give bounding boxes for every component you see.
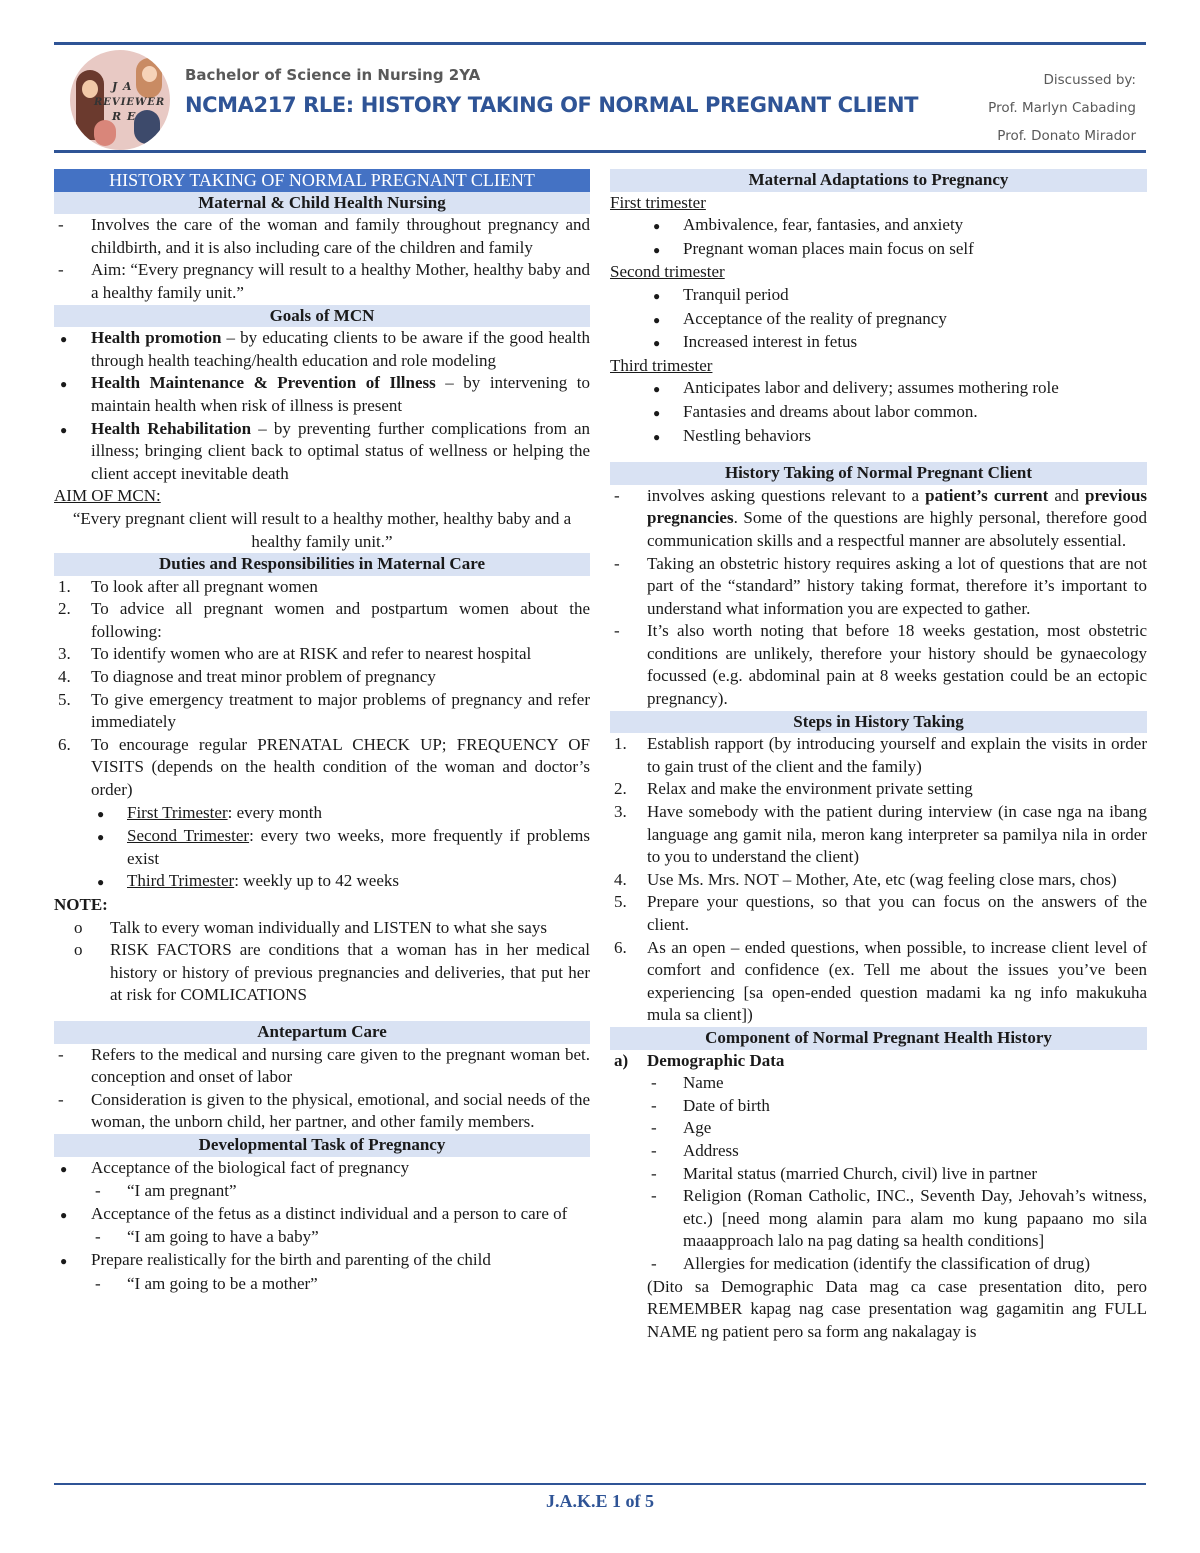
step-item: 1. Establish rapport (by introducing yourself and explain the visits in order to gain trust of the client and the family) xyxy=(614,734,1147,776)
list-item: - Involves the care of the woman and family throughout pregnancy and childbirth, and it is also including care of the children and family xyxy=(58,215,590,257)
duty-item: 3. To identify women who are at RISK and refer to nearest hospital xyxy=(58,644,532,664)
adaptation-item: ● Pregnant woman places main focus on self xyxy=(653,238,974,258)
visit-item: ● First Trimester: every month xyxy=(97,802,323,822)
page-title: NCMA217 RLE: HISTORY TAKING OF NORMAL PREGNANT CLIENT xyxy=(185,93,919,117)
aim-label: AIM OF MCN: xyxy=(54,486,161,506)
demographic-item: - Address xyxy=(651,1140,739,1160)
adaptation-item: ● Increased interest in fetus xyxy=(653,332,858,352)
footer-rule xyxy=(54,1483,1146,1485)
demographic-item: - Name xyxy=(651,1073,724,1093)
logo-text: REVIEWER xyxy=(94,97,166,108)
task-item: ● Prepare realistically for the birth and parenting of the child xyxy=(60,1249,491,1269)
professor-name: Prof. Marlyn Cabading xyxy=(988,100,1136,116)
list-item: - Aim: “Every pregnancy will result to a healthy Mother, healthy baby and a healthy family unit.” xyxy=(58,260,590,302)
step-item: 4. Use Ms. Mrs. NOT – Mother, Ate, etc (wag feeling close mars, chos) xyxy=(614,869,1117,889)
history-taking-heading: History Taking of Normal Pregnant Client xyxy=(610,462,1147,485)
reviewer-logo xyxy=(70,50,170,150)
developmental-task-heading: Developmental Task of Pregnancy xyxy=(54,1134,590,1157)
logo-text: J A xyxy=(112,80,133,93)
aim-text: “Every pregnant client will result to a healthy mother, healthy baby and a healthy family unit.” xyxy=(72,508,572,551)
antepartum-heading: Antepartum Care xyxy=(54,1021,590,1044)
discussed-by-block xyxy=(988,66,1136,150)
mchn-heading: Maternal & Child Health Nursing xyxy=(54,192,590,215)
duty-item: 5. To give emergency treatment to major problems of pregnancy and refer immediately xyxy=(58,689,590,732)
step-item: 2. Relax and make the environment private setting xyxy=(614,779,973,799)
goal-item: ● Health Rehabilitation – by preventing further complications from an illness; bringing client back to optimal status of wellness or helping the client accept inevitable death xyxy=(60,418,590,483)
task-item: ● Acceptance of the biological fact of pregnancy xyxy=(60,1157,410,1177)
duty-item: 6. To encourage regular PRENATAL CHECK UP; FREQUENCY OF VISITS (depends on the health condition of the woman and doctor’s order) xyxy=(58,734,590,800)
trimester-label: First trimester xyxy=(610,192,706,212)
visit-item: ● Second Trimester: every two weeks, more frequently if problems exist xyxy=(97,826,590,868)
adaptation-item: ● Ambivalence, fear, fantasies, and anxiety xyxy=(653,215,964,235)
demographic-note: (Dito sa Demographic Data mag ca case presentation dito, pero REMEMBER kapag nag case presentation wag gagamitin ang FULL NAME ng patient pero sa form ang nakalagay is xyxy=(647,1276,1147,1341)
demographic-item: - Marital status (married Church, civil) live in partner xyxy=(651,1163,1038,1183)
list-item: - It’s also worth noting that before 18 weeks gestation, most obstetric conditions are unlikely, therefore your history should be gynaecology focussed (e.g. abdominal pain at 8 weeks gestation could be an ectopic pregnancy). xyxy=(614,621,1147,709)
steps-heading: Steps in History Taking xyxy=(610,711,1147,734)
visit-item: ● Third Trimester: weekly up to 42 weeks xyxy=(97,871,399,891)
adaptation-item: ● Acceptance of the reality of pregnancy xyxy=(653,308,947,328)
demographic-item: - Date of birth xyxy=(651,1095,770,1115)
right-column xyxy=(610,169,1147,1343)
header-top-rule xyxy=(54,42,1146,45)
professor-name: Prof. Donato Mirador xyxy=(997,128,1136,144)
program-subtitle: Bachelor of Science in Nursing 2YA xyxy=(185,66,481,84)
trimester-label: Third trimester xyxy=(610,355,713,375)
step-item: 3. Have somebody with the patient during interview (in case nga na ibang language ang gamit nila, meron kang interpreter sa pamilya nila in order to you to understand the client) xyxy=(614,802,1147,867)
note-label: NOTE: xyxy=(54,895,108,914)
task-item: ● Acceptance of the fetus as a distinct individual and a person to care of xyxy=(60,1203,568,1223)
task-quote: - “I am going to have a baby” xyxy=(95,1227,319,1247)
demographic-item: - Religion (Roman Catholic, INC., Seventh Day, Jehovah’s witness, etc.) [need mong alamin para alam mo kung papaano mo sila maaapproach lalo na pag dating sa health conditions] xyxy=(651,1186,1147,1251)
adaptation-item: ● Fantasies and dreams about labor common. xyxy=(653,401,978,421)
duty-item: 4. To diagnose and treat minor problem of pregnancy xyxy=(58,667,436,687)
demographic-label: a) Demographic Data xyxy=(614,1050,785,1070)
demographic-item: - Age xyxy=(651,1118,712,1138)
adaptation-item: ● Nestling behaviors xyxy=(653,425,811,445)
step-item: 6. As an open – ended questions, when possible, to increase client level of comfort and confidence (ex. Tell me about the issues you’ve been experiencing [sa open-ended question madami ka ng info makukuha mula sa client]) xyxy=(614,937,1147,1025)
step-item: 5. Prepare your questions, so that you can focus on the answers of the client. xyxy=(614,892,1147,934)
goal-item: ● Health promotion – by educating clients to be aware if the good health through health teaching/health education and role modeling xyxy=(60,328,590,370)
adaptations-heading: Maternal Adaptations to Pregnancy xyxy=(610,169,1147,192)
task-quote: - “I am going to be a mother” xyxy=(95,1273,318,1293)
task-quote: - “I am pregnant” xyxy=(95,1181,237,1201)
page-footer: J.A.K.E 1 of 5 xyxy=(546,1491,654,1511)
logo-figure xyxy=(142,66,157,82)
demographic-item: - Allergies for medication (identify the classification of drug) xyxy=(651,1253,1091,1273)
adaptation-item: ● Tranquil period xyxy=(653,284,789,304)
note-item: o RISK FACTORS are conditions that a woman has in her medical history or history of previous pregnancies and deliveries, that put her at risk for COMLICATIONS xyxy=(74,940,590,1005)
logo-text: R E xyxy=(112,110,137,123)
header-bottom-rule xyxy=(54,150,1146,153)
goal-item: ● Health Maintenance & Prevention of Illness – by intervening to maintain health when risk of illness is present xyxy=(60,373,590,415)
duties-heading: Duties and Responsibilities in Maternal Care xyxy=(54,553,590,576)
list-item: - Consideration is given to the physical, emotional, and social needs of the woman, the unborn child, her partner, and other family members. xyxy=(58,1089,590,1132)
component-heading: Component of Normal Pregnant Health History xyxy=(610,1027,1147,1050)
duty-item: 2. To advice all pregnant women and postpartum women about the following: xyxy=(58,599,590,641)
note-item: o Talk to every woman individually and LISTEN to what she says xyxy=(74,917,547,937)
goals-heading: Goals of MCN xyxy=(54,305,590,328)
list-item: - involves asking questions relevant to a patient’s current and previous pregnancies. Some of the questions are highly personal, therefore good communication skills and a respectful manner are absolutely essential. xyxy=(614,485,1148,550)
main-section-heading: HISTORY TAKING OF NORMAL PREGNANT CLIENT xyxy=(54,169,590,192)
duty-item: 1. To look after all pregnant women xyxy=(58,576,318,596)
list-item: - Refers to the medical and nursing care given to the pregnant woman bet. conception and onset of labor xyxy=(58,1044,590,1087)
adaptation-item: ● Anticipates labor and delivery; assumes mothering role xyxy=(653,378,1059,398)
list-item: - Taking an obstetric history requires asking a lot of questions that are not part of the “standard” history taking format, therefore it’s important to understand what information you are expected to gather. xyxy=(614,553,1147,618)
trimester-label: Second trimester xyxy=(610,262,725,282)
left-column xyxy=(54,169,590,1295)
discussed-label: Discussed by: xyxy=(1043,72,1136,88)
logo-figure xyxy=(134,110,160,144)
